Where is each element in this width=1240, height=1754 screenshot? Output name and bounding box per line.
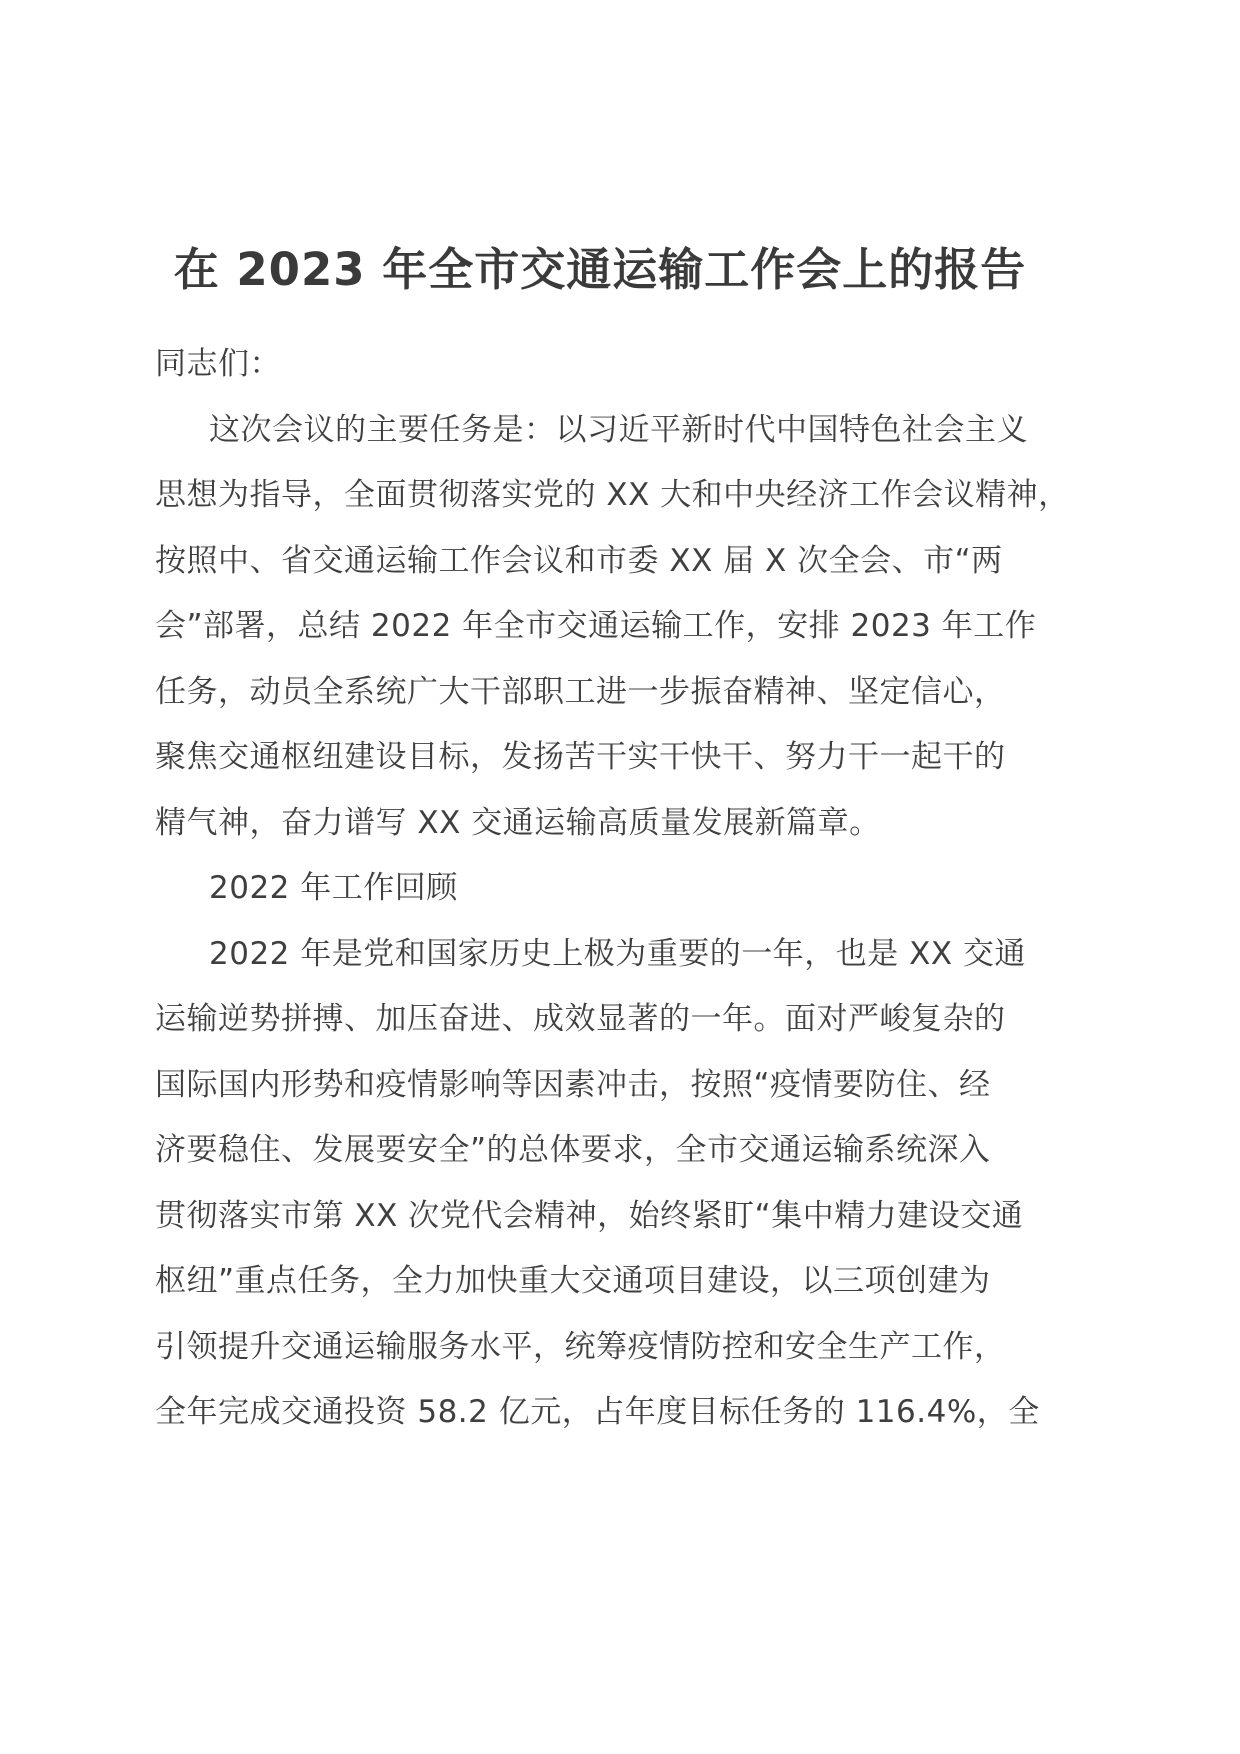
paragraph-line: 枢纽”重点任务，全力加快重大交通项目建设，以三项创建为 xyxy=(155,1263,991,1299)
paragraph-line: 济要稳住、发展要安全”的总体要求，全市交通运输系统深入 xyxy=(155,1132,991,1168)
paragraph-line: 思想为指导，全面贯彻落实党的 XX 大和中央经济工作会议精神， xyxy=(155,477,1070,513)
paragraph-line: 引领提升交通运输服务水平，统筹疫情防控和安全生产工作， xyxy=(155,1328,1006,1365)
section-heading: 2022 年工作回顾 xyxy=(209,870,458,906)
paragraph-line: 按照中、省交通运输工作会议和市委 XX 届 X 次全会、市“两 xyxy=(155,542,1003,579)
paragraph-line: 任务，动员全系统广大干部职工进一步振奋精神、坚定信心， xyxy=(155,673,1006,710)
paragraph-line: 聚焦交通枢纽建设目标，发扬苦干实干快干、努力干一起干的 xyxy=(155,739,1006,775)
document-title: 在 2023 年全市交通运输工作会上的报告 xyxy=(173,243,1027,296)
salutation-line: 同志们： xyxy=(155,346,281,382)
document-body xyxy=(155,332,1115,1446)
paragraph-line: 2022 年是党和国家历史上极为重要的一年，也是 XX 交通 xyxy=(209,935,1026,972)
paragraph-line: 精气神，奋力谱写 XX 交通运输高质量发展新篇章。 xyxy=(155,804,881,841)
paragraph-line: 贯彻落实市第 XX 次党代会精神，始终紧盯“集中精力建设交通 xyxy=(155,1197,1024,1234)
paragraph-line: 会”部署，总结 2022 年全市交通运输工作，安排 2023 年工作 xyxy=(155,608,1037,644)
paragraph-line: 全年完成交通投资 58.2 亿元，占年度目标任务的 116.4%，全 xyxy=(155,1394,1040,1430)
paragraph-line: 运输逆势拼搏、加压奋进、成效显著的一年。面对严峻复杂的 xyxy=(155,1001,1006,1037)
paragraph-line: 国际国内形势和疫情影响等因素冲击，按照“疫情要防住、经 xyxy=(155,1066,991,1103)
paragraph-line: 这次会议的主要任务是：以习近平新时代中国特色社会主义 xyxy=(209,411,1028,448)
